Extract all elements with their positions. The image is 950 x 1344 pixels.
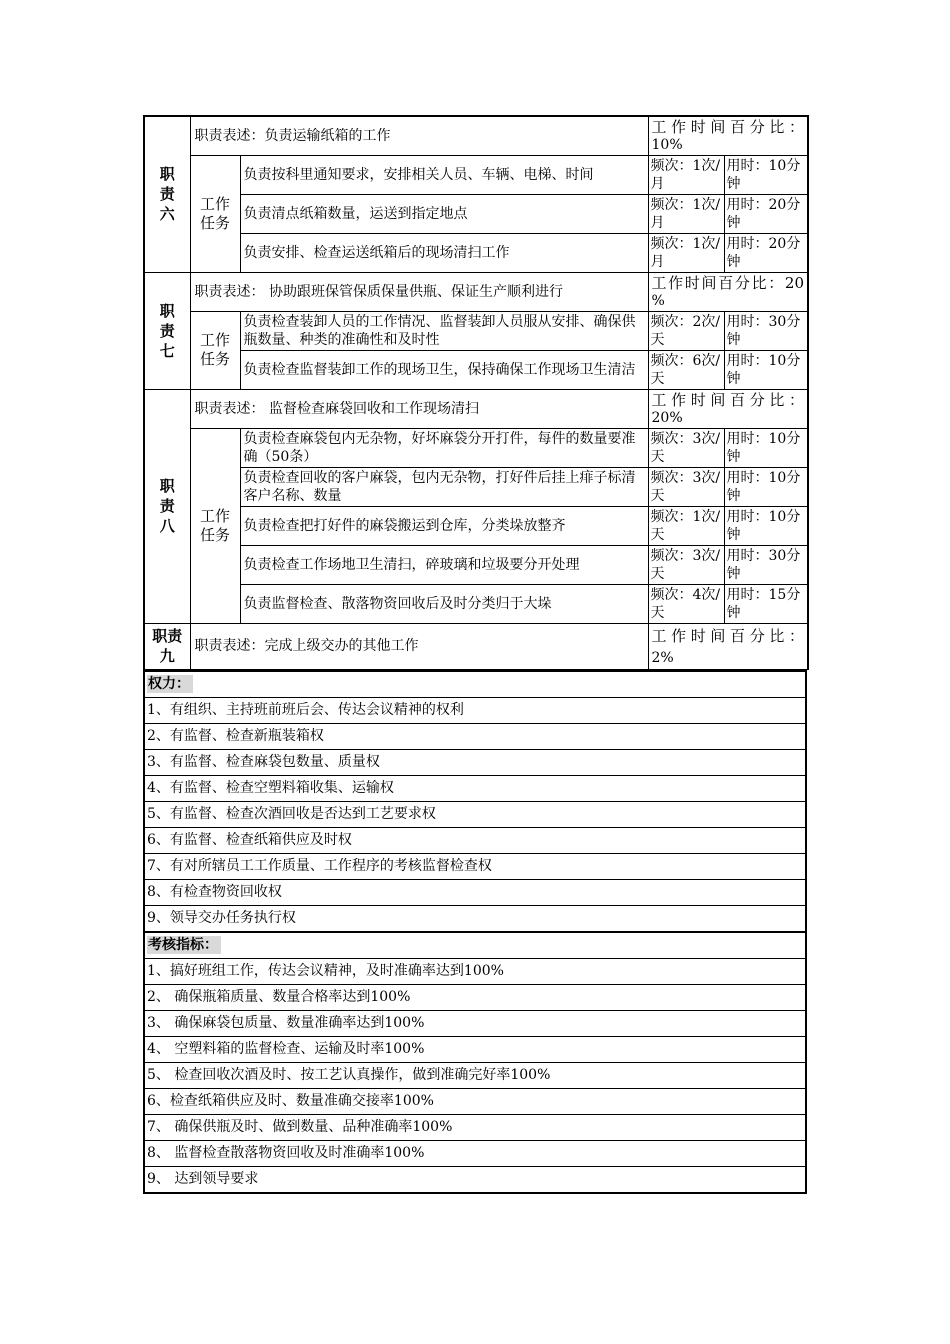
- task-frequency: 频次：3次/天: [648, 428, 724, 467]
- kpi-section-title: 考核指标：: [144, 932, 806, 959]
- duty-eight-time-percent: 工作时间百分比： 20%: [648, 389, 808, 428]
- task-duration: 用时：10分钟: [724, 350, 808, 389]
- task-frequency: 频次：6次/天: [648, 350, 724, 389]
- task-text: 负责清点纸箱数量，运送到指定地点: [240, 194, 648, 233]
- task-frequency: 频次：1次/天: [648, 506, 724, 545]
- duty-six-description: 职责表述：负责运输纸箱的工作: [190, 116, 648, 155]
- task-duration: 用时：10分钟: [724, 155, 808, 194]
- duty-eight-label: 职责八: [144, 389, 190, 623]
- task-row: [144, 545, 808, 584]
- duty-six-label: 职责六: [144, 116, 190, 272]
- duty-eight-task-label: 工作任务: [190, 428, 240, 623]
- kpi-item: 9、 达到领导要求: [144, 1166, 806, 1193]
- kpi-item: 3、 确保麻袋包质量、数量准确率达到100%: [144, 1010, 806, 1036]
- kpi-item: 1、搞好班组工作，传达会议精神，及时准确率达到100%: [144, 958, 806, 984]
- duty-seven-description-row: [144, 272, 808, 311]
- duty-six-description-row: [144, 116, 808, 155]
- duty-six-time-percent: 工作时间百分比： 10%: [648, 116, 808, 155]
- task-row: [144, 350, 808, 389]
- duty-eight-description: 职责表述： 监督检查麻袋回收和工作现场清扫: [190, 389, 648, 428]
- task-text: 负责检查麻袋包内无杂物，好坏麻袋分开打件，每件的数量要准确（50条）: [240, 428, 648, 467]
- task-text: 负责检查监督装卸工作的现场卫生，保持确保工作现场卫生清洁: [240, 350, 648, 389]
- task-row: [144, 155, 808, 194]
- authority-section-title: 权力：: [144, 671, 806, 698]
- task-text: 负责检查把打好件的麻袋搬运到仓库，分类垛放整齐: [240, 506, 648, 545]
- task-frequency: 频次：3次/天: [648, 467, 724, 506]
- task-text: 负责监督检查、散落物资回收后及时分类归于大垛: [240, 584, 648, 623]
- task-row: [144, 506, 808, 545]
- task-text: 负责安排、检查运送纸箱后的现场清扫工作: [240, 233, 648, 272]
- task-frequency: 频次：3次/天: [648, 545, 724, 584]
- task-duration: 用时：20分钟: [724, 233, 808, 272]
- authority-item: 7、有对所辖员工工作质量、工作程序的考核监督检查权: [144, 853, 806, 879]
- task-duration: 用时：20分钟: [724, 194, 808, 233]
- task-row: [144, 194, 808, 233]
- duty-nine-description-row: [144, 623, 808, 669]
- duty-eight-description-row: [144, 389, 808, 428]
- authority-and-kpi-table: [143, 670, 807, 1194]
- authority-item: 8、有检查物资回收权: [144, 879, 806, 905]
- task-frequency: 频次：4次/天: [648, 584, 724, 623]
- duties-table: [143, 115, 809, 670]
- task-row: [144, 584, 808, 623]
- task-frequency: 频次：1次/月: [648, 233, 724, 272]
- authority-item: 2、有监督、检查新瓶装箱权: [144, 723, 806, 749]
- duty-seven-description: 职责表述： 协助跟班保管保质保量供瓶、保证生产顺利进行: [190, 272, 648, 311]
- task-text: 负责检查回收的客户麻袋，包内无杂物，打好件后挂上痱子标清客户名称、数量: [240, 467, 648, 506]
- authority-item: 9、领导交办任务执行权: [144, 905, 806, 932]
- duty-six-task-label: 工作任务: [190, 155, 240, 272]
- task-frequency: 频次：1次/月: [648, 155, 724, 194]
- task-row: [144, 233, 808, 272]
- task-text: 负责检查工作场地卫生清扫，碎玻璃和垃圾要分开处理: [240, 545, 648, 584]
- task-row: [144, 311, 808, 350]
- task-duration: 用时：15分钟: [724, 584, 808, 623]
- task-text: 负责检查装卸人员的工作情况、监督装卸人员服从安排、确保供瓶数量、种类的准确性和及时性: [240, 311, 648, 350]
- duty-seven-time-percent: 工作时间百分比：20 %: [648, 272, 808, 311]
- task-frequency: 频次：1次/月: [648, 194, 724, 233]
- duty-nine-label: 职责九: [144, 623, 190, 669]
- kpi-item: 5、 检查回收次酒及时、按工艺认真操作，做到准确完好率100%: [144, 1062, 806, 1088]
- authority-item: 6、有监督、检查纸箱供应及时权: [144, 827, 806, 853]
- task-text: 负责按科里通知要求，安排相关人员、车辆、电梯、时间: [240, 155, 648, 194]
- task-duration: 用时：10分钟: [724, 506, 808, 545]
- task-frequency: 频次：2次/天: [648, 311, 724, 350]
- kpi-item: 7、 确保供瓶及时、做到数量、品种准确率100%: [144, 1114, 806, 1140]
- task-duration: 用时：10分钟: [724, 428, 808, 467]
- kpi-item: 4、 空塑料箱的监督检查、运输及时率100%: [144, 1036, 806, 1062]
- authority-item: 3、有监督、检查麻袋包数量、质量权: [144, 749, 806, 775]
- task-duration: 用时：30分钟: [724, 311, 808, 350]
- task-row: [144, 428, 808, 467]
- job-description-document: [143, 115, 807, 1194]
- duty-nine-time-percent: 工作时间百分比： 2%: [648, 623, 808, 669]
- task-duration: 用时：10分钟: [724, 467, 808, 506]
- duty-seven-label: 职责七: [144, 272, 190, 389]
- authority-item: 1、有组织、主持班前班后会、传达会议精神的权利: [144, 697, 806, 723]
- duty-nine-description: 职责表述：完成上级交办的其他工作: [190, 623, 648, 669]
- authority-item: 5、有监督、检查次酒回收是否达到工艺要求权: [144, 801, 806, 827]
- kpi-item: 8、 监督检查散落物资回收及时准确率100%: [144, 1140, 806, 1166]
- task-row: [144, 467, 808, 506]
- authority-item: 4、有监督、检查空塑料箱收集、运输权: [144, 775, 806, 801]
- kpi-item: 2、 确保瓶箱质量、数量合格率达到100%: [144, 984, 806, 1010]
- kpi-item: 6、检查纸箱供应及时、数量准确交接率100%: [144, 1088, 806, 1114]
- duty-seven-task-label: 工作任务: [190, 311, 240, 389]
- task-duration: 用时：30分钟: [724, 545, 808, 584]
